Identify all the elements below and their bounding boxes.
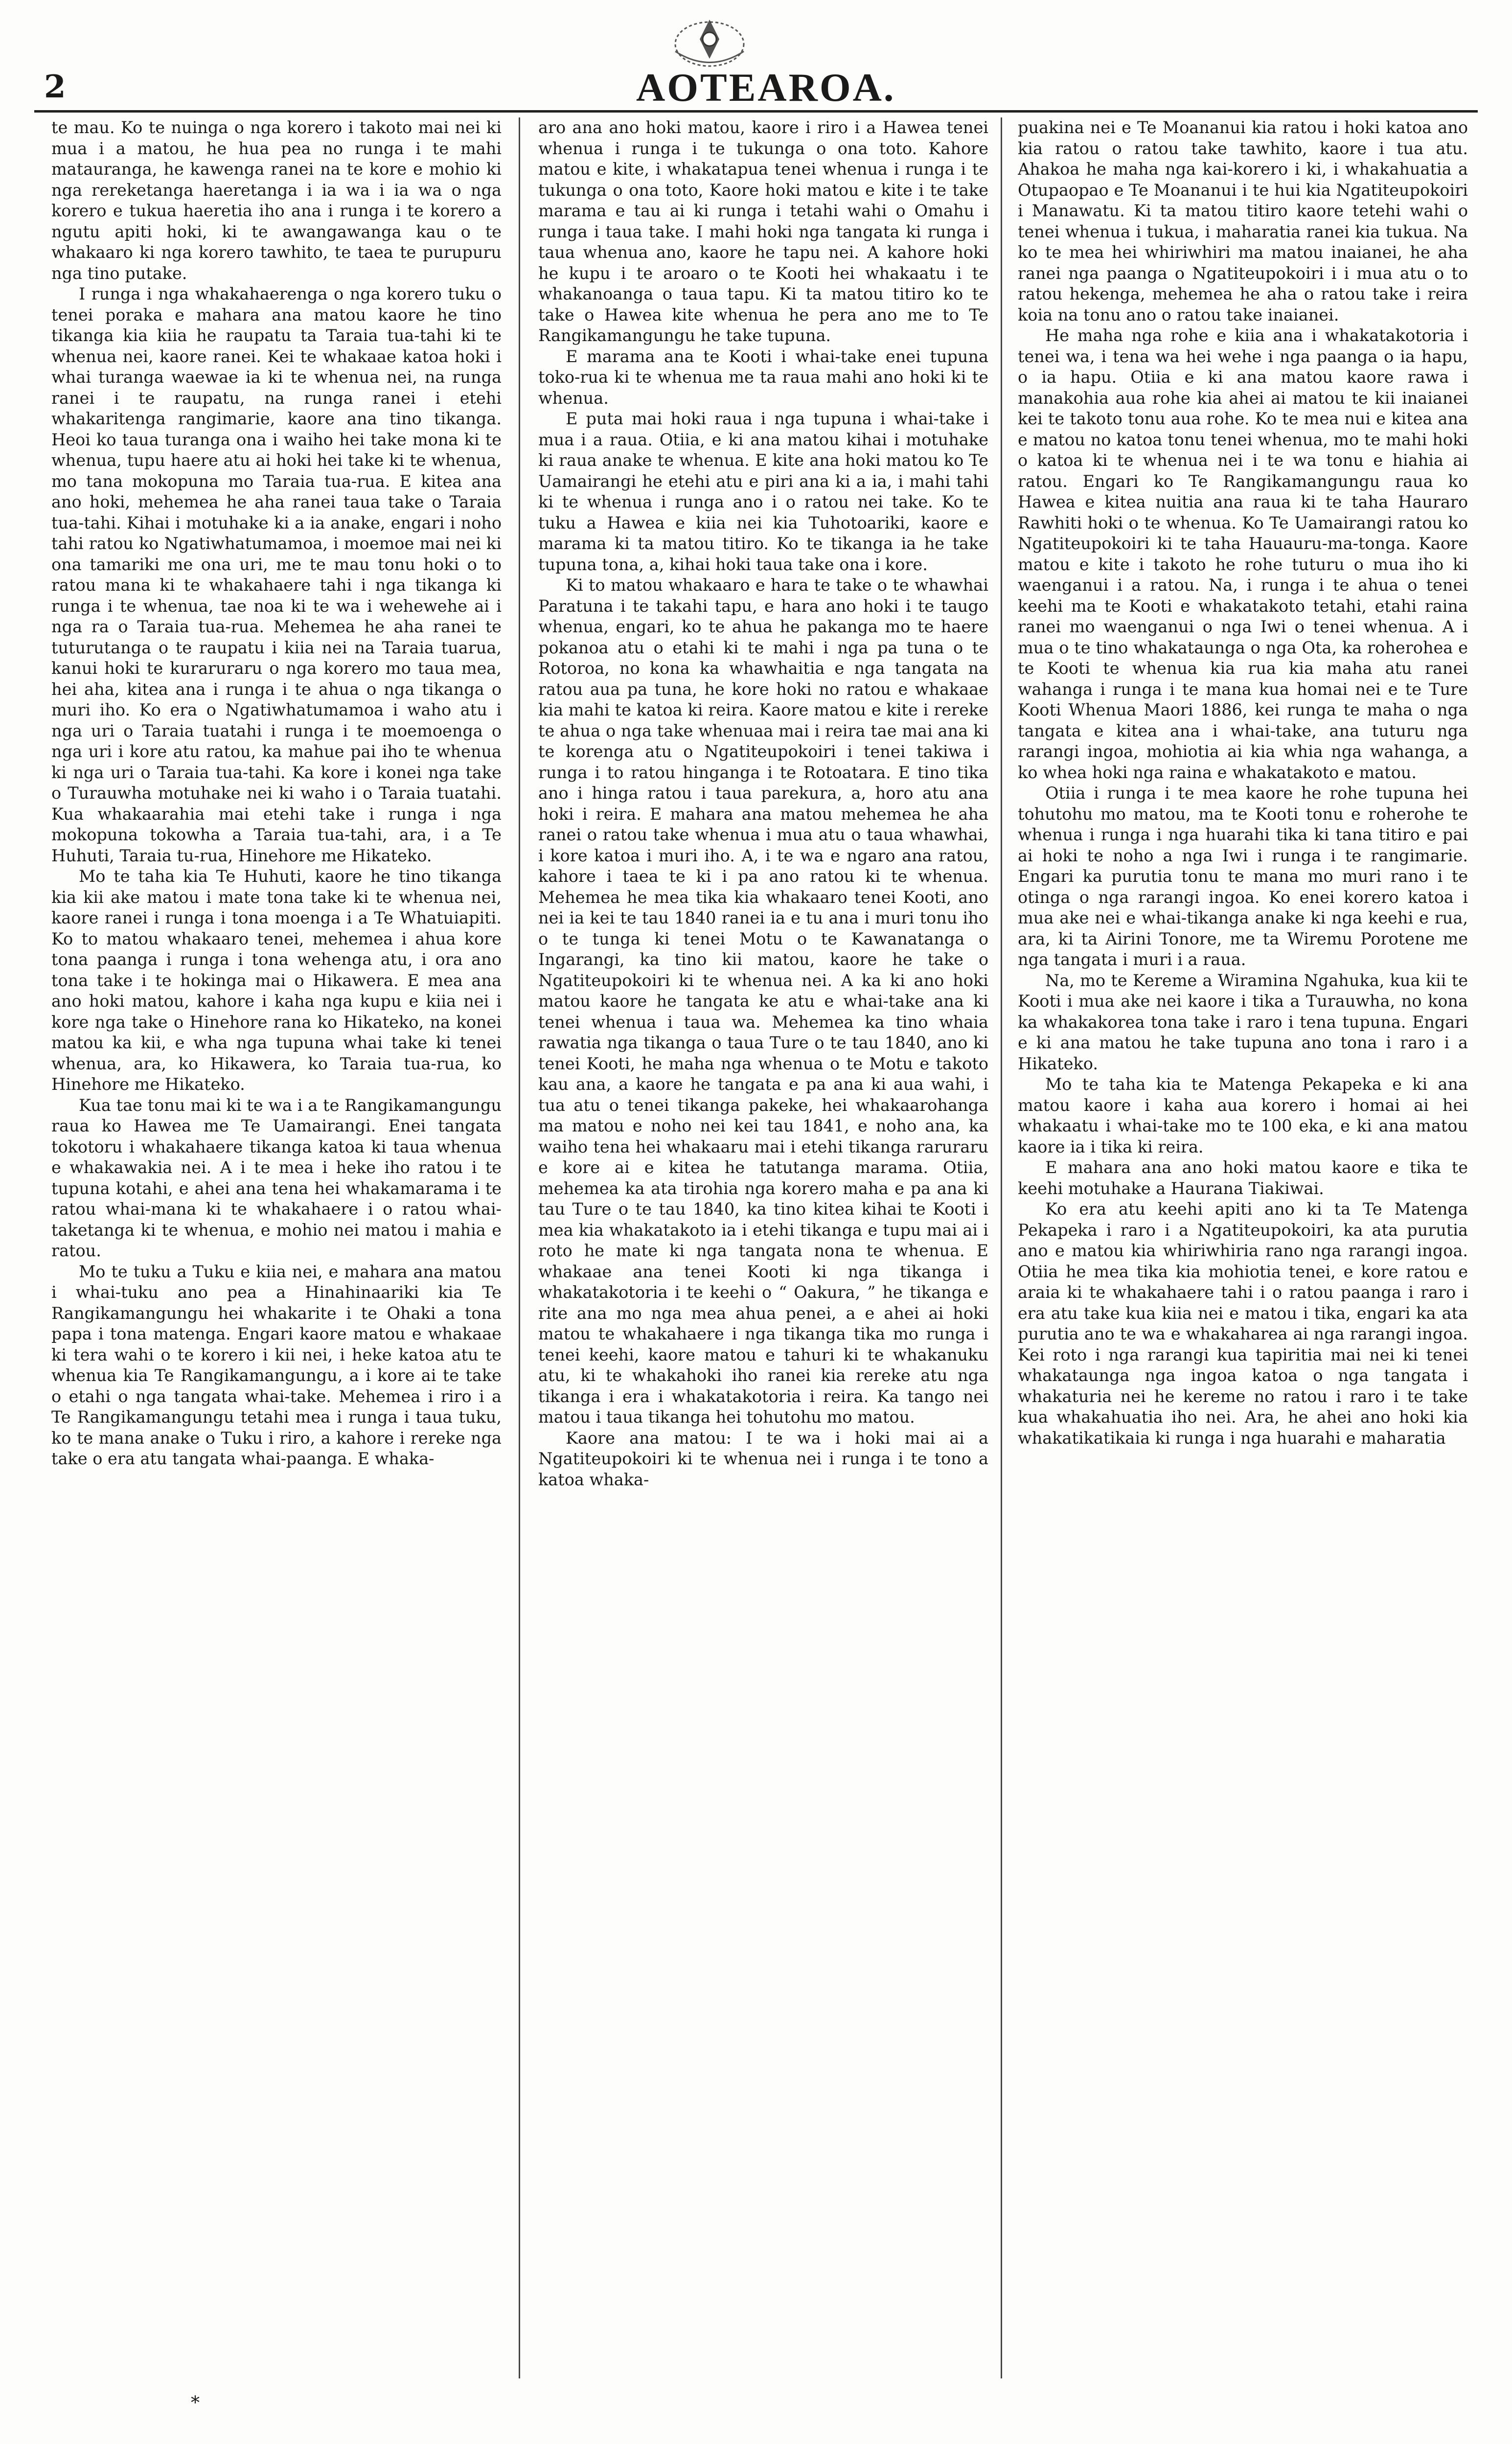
paragraph: He maha nga rohe e kiia ana i whakatakotoria i tenei wa, i tena wa hei wehe i nga paanga o ia hapu, o ia hapu. Otiia e ki ana matou kaore rawa i manakohia aua rohe kia ahei ai matou te kii inaianei kei te takoto tonu aua rohe. Ko te mea nui e kitea ana e matou no katoa tonu tenei whenua, mo te mahi hoki o katoa ki te whenua nei i te wa tonu e hiahia ai ratou. Engari ko Te Rangikamangungu raua ko Hawea e kitea nuitia ana raua ki te taha Hauraro Rawhiti hoki o te whenua. Ko Te Uamairangi ratou ko Ngatiteupokoiri ki te taha Hauauru-ma-tonga. Kaore matou e kite i takoto he rohe tuturu o mua iho ki waenganui i a ratou. Na, i runga i te ahua o tenei keehi ma te Kooti e whakatakoto tetahi, etahi raina ranei mo waenganui o nga Iwi o tenei whenua. A i mua o te tino whakataunga o nga Ota, ka roherohea e te Kooti te whenua kia rua kia maha atu ranei wahanga i runga i te mana kua homai nei e te Ture Kooti Whenua Maori 1886, kei runga te maha o nga tangata e kitea ana i whai-take, ana tuturu nga rarangi ingoa, mohiotia ai kia whia nga wahanga, a ko whea hoki nga raina e whakatakoto e matou. bbox=[1018, 326, 1468, 782]
paragraph: Ko era atu keehi apiti ano ki ta Te Matenga Pekapeka i raro i a Ngatiteupokoiri, ka ata purutia ano e matou kia whiriwhiria rano nga rarangi ingoa. Otiia he mea tika kia mohiotia tenei, e kore ratou e araia ki te whakahaere tahi i o ratou paanga i raro i era atu take kua kiia nei e matou i tika, engari ka ata purutia ano te wa e whakaharea ai nga rarangi ingoa. Kei roto i nga rarangi kua tapiritia mai nei ki tenei whakataunga nga ingoa katoa o nga tangata i whakaturia nei he kereme no ratou i raro i te take kua whakahuatia iho nei. Ara, he ahei ano hoki kia whakatikatikaia ki runga i nga huarahi e maharatia bbox=[1018, 1199, 1468, 1448]
paragraph: Otiia i runga i te mea kaore he rohe tupuna hei tohutohu mo matou, ma te Kooti tonu e roherohe te whenua i runga i nga huarahi tika ki tana titiro e pai ai hoki te noho a nga Iwi i runga i te rangimarie. Engari ka purutia tonu te mana mo muri rano i te otinga o nga rarangi ingoa. Ko enei korero katoa i mua ake nei e whai-tikanga anake ki nga keehi e rua, ara, ki ta Airini Tonore, me ta Wiremu Porotene me nga tangata i muri i a raua. bbox=[1018, 784, 1468, 969]
paragraph: E mahara ana ano hoki matou kaore e tika te keehi motuhake a Haurana Tiakiwai. bbox=[1018, 1158, 1468, 1198]
header-rule bbox=[34, 110, 1478, 113]
paragraph: Mo te tuku a Tuku e kiia nei, e mahara ana matou i whai-tuku ano pea a Hinahinaariki kia Te Rangikamangungu hei whakarite i te Ohaki a tona papa i tona matenga. Engari kaore matou e whakaae ki tera wahi o te korero i kii nei, i heke katoa atu te whenua kia Te Rangikamangungu, a i kore ai te take o etahi o nga tangata whai-take. Mehemea i riro i a Te Rangikamangungu tetahi mea i runga i taua tuku, ko te mana anake o Tuku i riro, a kahore i rereke nga take o era atu tangata whai-paanga. E whaka- bbox=[51, 1262, 502, 1468]
column-divider bbox=[519, 117, 520, 2378]
column-divider bbox=[1001, 117, 1002, 2378]
paragraph: Na, mo te Kereme a Wiramina Ngahuka, kua kii te Kooti i mua ake nei kaore i tika a Turauwha, no kona ka whakakorea tona take i raro i tena tupuna. Engari e ki ana matou he take tupuna ano tona i raro i a Hikateko. bbox=[1018, 970, 1468, 1073]
paragraph: aro ana ano hoki matou, kaore i riro i a Hawea tenei whenua i runga i te tukunga o ona toto. Kahore matou e kite, i whakatapua tenei whenua i runga i te tukunga o ona toto, Kaore hoki matou e kite i te take marama e tau ai ki runga i tetahi wahi o Omahu i runga i taua take. I mahi hoki nga tangata ki runga i taua whenua ano, kaore he tapu nei. A kahore hoki he kupu i te aroaro o te Kooti hei whakaatu i te whakanoanga o taua tapu. Ki ta matou titiro ko te take o Hawea kite whenua he pera ano me to Te Rangikamangungu he take tupuna. bbox=[538, 118, 988, 345]
text-column-2 bbox=[538, 117, 988, 2378]
text-column-1 bbox=[51, 117, 502, 2378]
paragraph: Ki to matou whakaaro e hara te take o te whawhai Paratuna i te takahi tapu, e hara ano hoki i te taugo whenua, engari, ko te ahua he pakanga mo te haere pokanoa atu o etahi ki te mahi i nga pa tuna o te Rotoroa, no kona ka whawhaitia e nga tangata na ratou aua pa tuna, he kore hoki no ratou e whakaae kia mahi te katoa ki reira. Kaore matou e kite i rereke te ahua o nga take whenuaa mai i reira tae mai ana ki te korenga atu o Ngatiteupokoiri i tenei takiwa i runga i to ratou hinganga i te Rotoatara. E tino tika ano i hinga ratou i taua parekura, a, horo atu ana hoki i reira. E mahara ana matou mehemea he aha ranei o ratou take whenua i mua atu o taua whawhai, i kore katoa i muri iho. A, i te wa e ngaro ana ratou, kahore i taea te ki i pa ano ratou ki te whenua. Mehemea he mea tika kia whakaaro tenei Kooti, ano nei ia kei te tau 1840 ranei ia e tu ana i muri tonu iho o te tunga ki tenei Motu o te Kawanatanga o Ingarangi, ka tino kii matou, kaore he take o Ngatiteupokoiri ki te whenua nei. A ka ki ano hoki matou kaore he tangata ke atu e whai-take ana ki tenei whenua i taua wa. Mehemea ka tino whaia rawatia nga tikanga o taua Ture o te tau 1840, ano ki tenei Kooti, he maha nga whenua o te Motu e takoto kau ana, a kaore he tangata e pa ana ki aua wahi, i tua atu o tenei tikanga pakeke, hei whakaarohanga ma matou e noho nei kei tau 1841, e noho ana, ka waiho tena hei whakaaru mai i etehi tikanga raruraru e kore ai e kitea he tatutanga marama. Otiia, mehemea ka ata tirohia nga korero maha e pa ana ki tau Ture o te tau 1840, ka tino kitea kihai te Kooti i mea kia whakatakoto ia i etehi tikanga e tupu mai ai i roto he mate ki nga tangata nona te whenua. E whakaae ana tenei Kooti ki nga tikanga i whakatakotoria i te keehi o “ Oakura, ” he tikanga e rite ana mo nga mea ahua penei, a e ahei ai hoki matou te whakahaere i nga tikanga tika mo runga i tenei keehi, kaore matou e tahuri ki te whakanuku atu, ki te whakahoki iho ranei kia rereke atu nga tikanga i era i whakatakotoria i reira. Ka tango nei matou i taua tikanga hei tohutohu mo matou. bbox=[538, 576, 988, 1427]
paragraph: puakina nei e Te Moananui kia ratou i hoki katoa ano kia ratou o ratou take tawhito, kaore i tua atu. Ahakoa he maha nga kai-korero i ki, i whakahuatia a Otupaopao e Te Moananui i te hui kia Ngatiteupokoiri i Manawatu. Ki ta matou titiro kaore tetehi wahi o tenei whenua i tukua, i maharatia ranei kia tukua. Na ko te mea hei whiriwhiri ma matou inaianei, he aha ranei nga paanga o Ngatiteupokoiri i i mua atu o to ratou hekenga, mehemea he aha o ratou take i reira koia na tonu ano o ratou take inaianei. bbox=[1018, 118, 1468, 324]
paragraph: Mo te taha kia Te Huhuti, kaore he tino tikanga kia kii ake matou i mate tona take ki te whenua nei, kaore ranei i runga i tona moenga i a Te Whatuiapiti. Ko to matou whakaaro tenei, mehemea i ahua kore tona paanga i runga i tona wehenga atu, i ora ano tona take i te hokinga mai o Hikawera. E mea ana ano hoki matou, kahore i kaha nga kupu e kiia nei i kore nga take o Hinehore rana ko Hikateko, na konei matou ka kii, e wha nga tupuna whai take ki tenei whenua, ara, ko Hikawera, ko Taraia tua-rua, ko Hinehore me Hikateko. bbox=[51, 867, 502, 1094]
paragraph: E puta mai hoki raua i nga tupuna i whai-take i mua i a raua. Otiia, e ki ana matou kihai i motuhake ki raua anake te whenua. E kite ana hoki matou ko Te Uamairangi he etehi atu e piri ana ki a ia, i mahi tahi ki te whenua i runga ano i o ratou nei take. Ko te tuku a Hawea e kiia nei kia Tuhotoariki, kaore e marama ki ta matou titiro. Ko te tikanga ia he take tupuna tona, a, kihai hoki taua take ona i kore. bbox=[538, 409, 988, 574]
footer-mark: * bbox=[191, 2393, 200, 2413]
page-number: 2 bbox=[44, 69, 66, 105]
crest-emblem-icon bbox=[646, 5, 773, 73]
paragraph: Kua tae tonu mai ki te wa i a te Rangikamangungu raua ko Hawea me Te Uamairangi. Enei tangata tokotoru i whakahaere tikanga katoa ki taua whenua e whakawakia nei. A i te mea i heke iho ratou i te tupuna kotahi, e ahei ana tena hei whakamarama i te ratou whai-mana ki te whakahaere i o ratou whai-taketanga ki te whenua, e mohio nei matou i mahia e ratou. bbox=[51, 1095, 502, 1260]
masthead bbox=[34, 59, 1478, 113]
paragraph: te mau. Ko te nuinga o nga korero i takoto mai nei ki mua i a matou, he hua pea no runga i te mahi matauranga, he kawenga ranei na te kore e mohio ki nga rereketanga haeretanga i ia wa i ia wa o nga korero e tukua haeretia iho ana i runga i te korero a ngutu apiti hoki, ki te awangawanga kau o te whakaaro ki nga korero tawhito, te taea te purupuru nga tino putake. bbox=[51, 118, 502, 283]
newspaper-title: AOTEAROA. bbox=[636, 65, 896, 110]
paragraph: Mo te taha kia te Matenga Pekapeka e ki ana matou kaore i kaha aua korero i homai ai hei whakaatu i whai-take mo te 100 eka, e ki ana matou kaore ia i tika ki reira. bbox=[1018, 1075, 1468, 1156]
paragraph: E marama ana te Kooti i whai-take enei tupuna toko-rua ki te whenua me ta raua mahi ano hoki ki te whenua. bbox=[538, 346, 988, 408]
paragraph: Kaore ana matou: I te wa i hoki mai ai a Ngatiteupokoiri ki te whenua nei i runga i te tono a katoa whaka- bbox=[538, 1428, 988, 1489]
paragraph: I runga i nga whakahaerenga o nga korero tuku o tenei poraka e mahara ana matou kaore he tino tikanga kia kiia he raupatu ta Taraia tua-tahi ki te whenua nei, kaore ranei. Kei te whakaae katoa hoki i whai turanga waewae ia ki te whenua nei, na runga ranei i te raupatu, na runga ranei i etehi whakaritenga rangimarie, kaore ana tino tikanga. Heoi ko taua turanga ona i waiho hei take mona ki te whenua, tupu haere atu ai hoki hei take ki te whenua, mo tana mokopuna mo Taraia tua-rua. E kitea ana ano hoki, mehemea he aha ranei taua take o Taraia tua-tahi. Kihai i motuhake ki a ia anake, engari i noho tahi ratou ko Ngatiwhatumamoa, i moemoe mai nei ki ona tamariki me ona uri, me te mau tonu hoki o to ratou mana ki te whakahaere tahi i nga tikanga ki runga i te whenua, tae noa ki te wa i wehewehe ai i nga ra o Taraia tua-rua. Mehemea he aha ranei te tuturutanga o te raupatu i kiia nei na Taraia tuarua, kanui hoki te kuraruraru o nga korero mo taua mea, hei aha, kitea ana i runga i te ahua o nga tikanga o muri iho. Ko era o Ngatiwhatumamoa i waho atu i nga uri o Taraia tuatahi i runga i te moemoenga o nga uri i kore atu ratou, ka mahue pai iho te whenua ki nga uri o Taraia tua-tahi. Ka kore i konei nga take o Turauwha motuhake nei ki waho i o Taraia tuatahi. Kua whakaarahia mai etehi take i runga i nga mokopuna tokowha a Taraia tua-tahi, ara, i a Te Huhuti, Taraia tu-rua, Hinehore me Hikateko. bbox=[51, 284, 502, 865]
text-column-3 bbox=[1018, 117, 1468, 2378]
